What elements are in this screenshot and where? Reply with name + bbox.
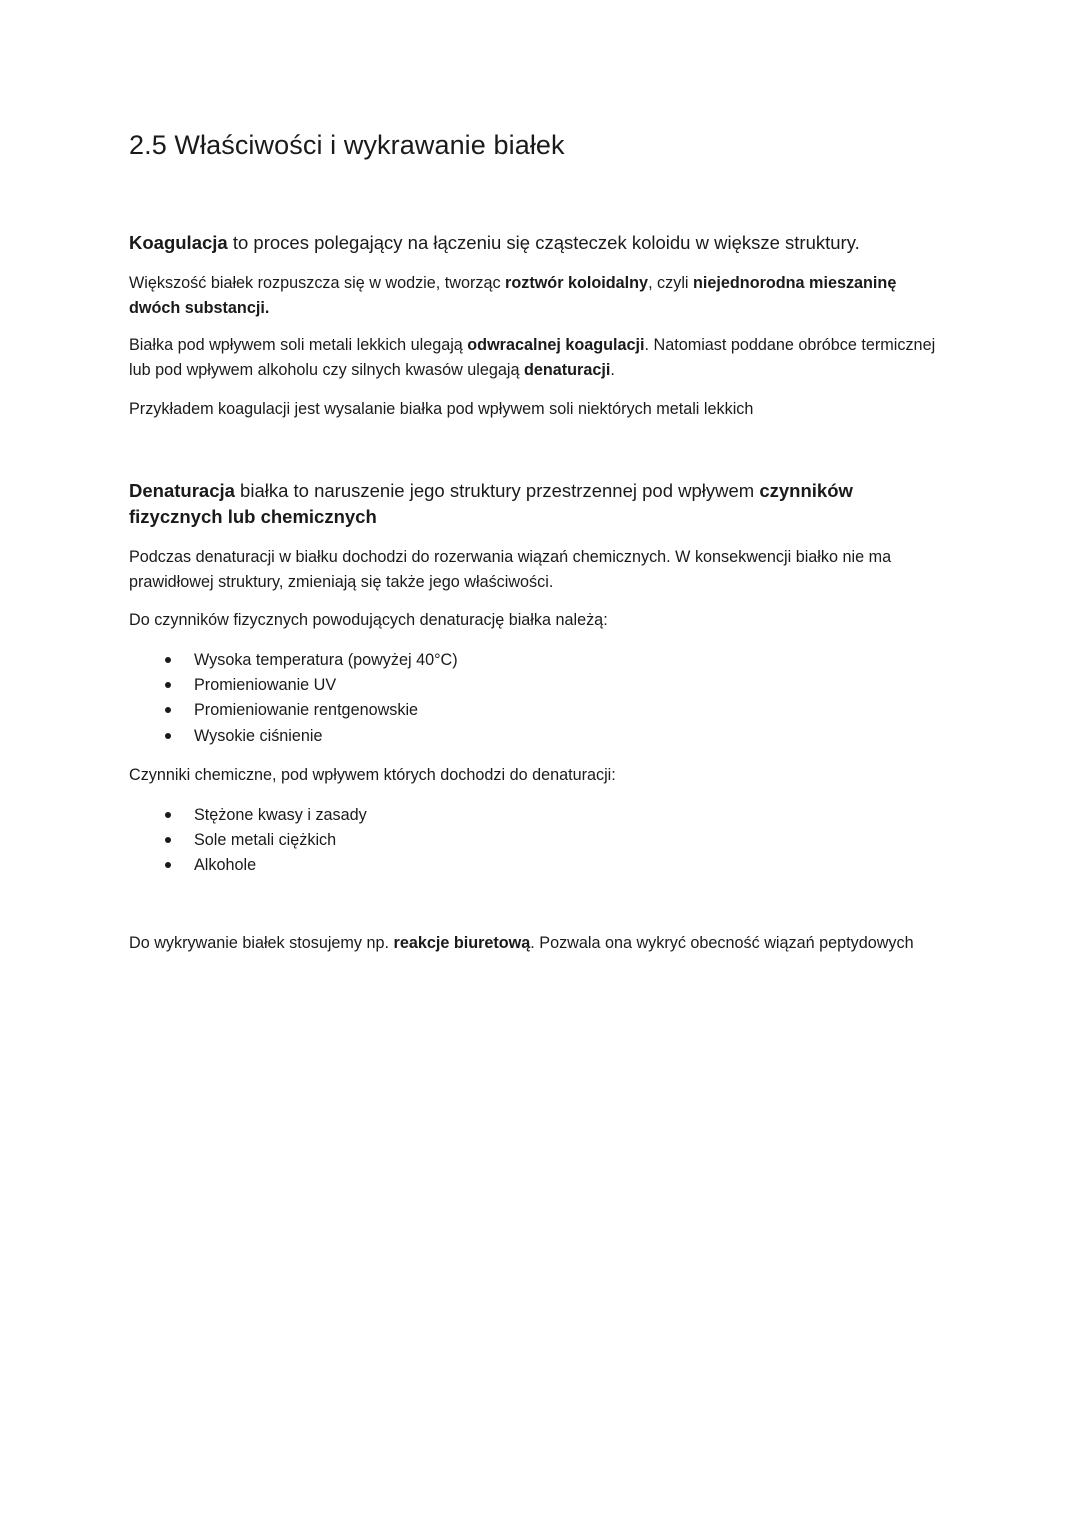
colloid-text-1: Większość białek rozpuszcza się w wodzie, tworząc — [129, 274, 506, 292]
list-item — [129, 853, 367, 878]
detection-bold-1: reakcje biuretową — [393, 934, 531, 952]
denaturation-definition — [129, 478, 929, 530]
denaturation-term: Denaturacja — [129, 480, 235, 501]
list-item-text: Wysokie ciśnienie — [194, 726, 323, 745]
bullet-icon — [165, 657, 171, 663]
reversible-text-3: . — [610, 360, 615, 379]
bullet-icon — [165, 862, 171, 868]
reversible-bold-1: odwracalnej koagulacji — [467, 336, 645, 354]
physical-factors-list — [129, 648, 458, 749]
list-item — [129, 698, 458, 723]
colloid-text-2: , czyli — [648, 274, 694, 292]
denaturation-paragraph: Podczas denaturacji w białku dochodzi do rozerwania wiązań chemicznych. W konsekwencji białko nie ma prawidłowej struktury, zmieniają się także jego właściwości. — [129, 548, 892, 591]
coagulation-example-paragraph: Przykładem koagulacji jest wysalanie białka pod wpływem soli niektórych metali lekkich — [129, 400, 754, 418]
bullet-icon — [165, 837, 171, 843]
bullet-icon — [165, 733, 171, 739]
chemical-factors-list — [129, 803, 367, 879]
reversible-bold-2: denaturacji — [524, 360, 611, 379]
denaturation-text-1: białka to naruszenie jego struktury przestrzennej pod wpływem — [234, 480, 760, 501]
coagulation-definition — [129, 230, 929, 256]
colloid-paragraph — [129, 271, 929, 320]
physical-factors-intro: Do czynników fizycznych powodujących denaturację białka należą: — [129, 611, 608, 629]
list-item — [129, 803, 367, 828]
list-item-text: Sole metali ciężkich — [194, 831, 337, 850]
colloid-bold-2: niejednorodna mieszaninę dwóch substancji. — [129, 274, 897, 317]
coagulation-definition-text: to proces polegający na łączeniu się cząsteczek koloidu w większe struktury. — [227, 232, 860, 253]
detection-paragraph — [129, 931, 919, 956]
bullet-icon — [165, 707, 171, 713]
list-item — [129, 673, 458, 698]
page-title: 2.5 Właściwości i wykrawanie białek — [129, 130, 565, 160]
list-item-text: Wysoka temperatura (powyżej 40°C) — [194, 651, 458, 669]
colloid-bold-1: roztwór koloidalny — [505, 274, 649, 292]
list-item — [129, 724, 458, 749]
coagulation-term: Koagulacja — [129, 232, 228, 253]
chemical-factors-intro: Czynniki chemiczne, pod wpływem których dochodzi do denaturacji: — [129, 766, 616, 784]
denaturation-bold-1: czynników fizycznych lub chemicznych — [129, 480, 853, 527]
bullet-icon — [165, 812, 171, 818]
reversible-coagulation-paragraph — [129, 333, 959, 382]
list-item-text: Alkohole — [194, 856, 257, 875]
list-item-text: Promieniowanie UV — [194, 676, 337, 695]
detection-text-1: Do wykrywanie białek stosujemy np. — [129, 934, 394, 952]
bullet-icon — [165, 682, 171, 688]
list-item — [129, 648, 458, 673]
reversible-text-2: . Natomiast poddane obróbce termicznej lub pod wpływem alkoholu czy silnych kwasów ulegają — [129, 336, 936, 379]
reversible-text-1: Białka pod wpływem soli metali lekkich ulegają — [129, 336, 468, 354]
list-item-text: Stężone kwasy i zasady — [194, 806, 367, 824]
list-item-text: Promieniowanie rentgenowskie — [194, 701, 419, 720]
list-item — [129, 828, 367, 853]
detection-text-2: . Pozwala ona wykryć obecność wiązań peptydowych — [530, 934, 914, 952]
